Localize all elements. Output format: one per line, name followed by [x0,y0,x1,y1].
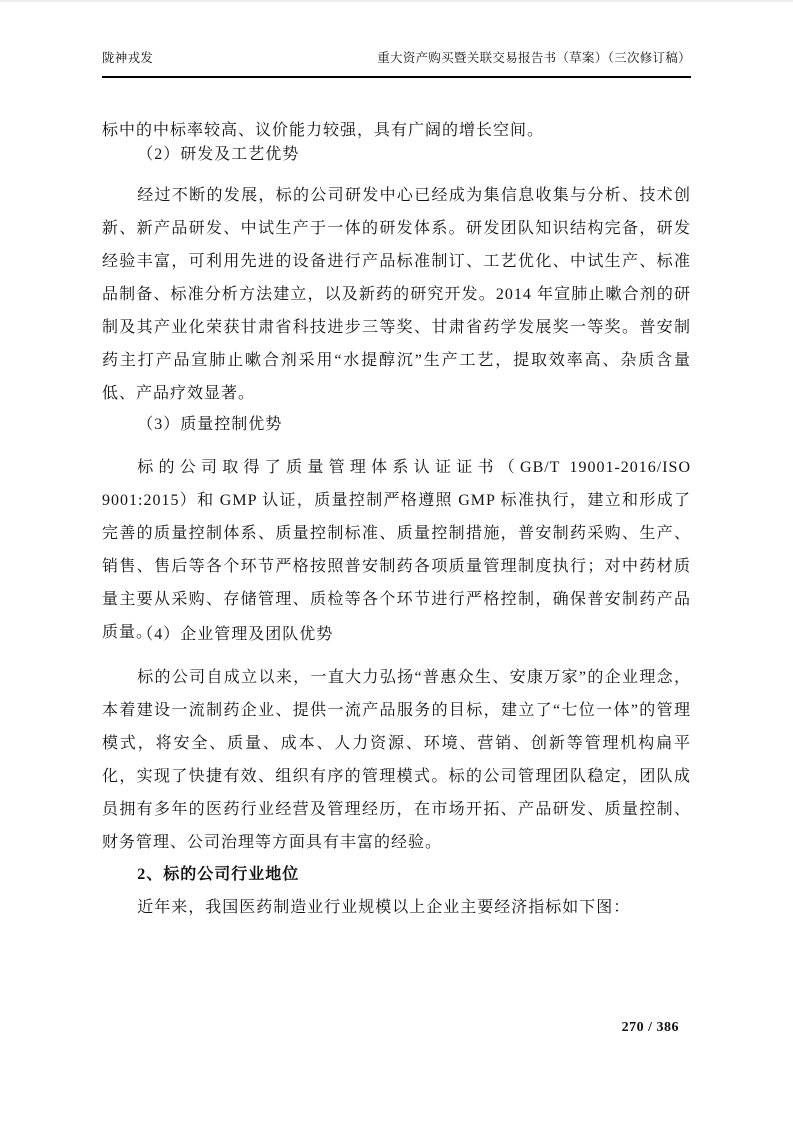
paragraph-quality-control: 标的公司取得了质量管理体系认证证书（GB/T 19001-2016/ISO 9001:2015）和 GMP 认证，质量控制严格遵照 GMP 标准执行，建立和形成了完善的质量控制体系、质量控制标准、质量控制措施，普安制药采购、生产、销售、售后等各个环节严格按照普安制药各项质量管理制度执行；对中药材质量主要从采购、存储管理、质检等各个环节进行严格控制，确保普安制药产品质量。 [102,459,691,641]
section-heading-industry-position: 2、标的公司行业地位 [137,866,300,883]
section-heading-rd-process: （2）研发及工艺优势 [137,146,300,163]
paragraph-management-team: 标的公司自成立以来，一直大力弘扬“普惠众生、安康万家”的企业理念，本着建设一流制药企业、提供一流产品服务的目标，建立了“七位一体”的管理模式，将安全、质量、成本、人力资源、环境、营销、创新等管理机构扁平化，实现了快捷有效、组织有序的管理模式。标的公司管理团队稳定，团队成员拥有多年的医药行业经营及管理经历，在市场开拓、产品研发、质量控制、财务管理、公司治理等方面具有丰富的经验。 [102,669,691,851]
paragraph-continuation: 标中的中标率较高、议价能力较强，具有广阔的增长空间。 [102,122,545,139]
paragraph-industry-intro: 近年来，我国医药制造业行业规模以上企业主要经济指标如下图： [137,899,631,916]
header-left-title: 陇神戎发 [102,51,154,65]
paragraph-rd-process: 经过不断的发展，标的公司研发中心已经成为集信息收集与分析、技术创新、新产品研发、中试生产于一体的研发体系。研发团队知识结构完备，研发经验丰富，可利用先进的设备进行产品标准制订、工艺优化、中试生产、标准品制备、标准分析方法建立，以及新药的研究开发。2014 年宣肺止嗽合剂的研制及其产业化荣获甘肃省科技进步三等奖、甘肃省药学发展奖一等奖。普安制药主打产品宣肺止嗽合剂采用“水提醇沉”生产工艺，提取效率高、杂质含量低、产品疗效显著。 [102,187,691,402]
header-right-title: 重大资产购买暨关联交易报告书（草案）（三次修订稿） [377,51,691,65]
section-heading-quality-control: （3）质量控制优势 [137,416,283,433]
page-header [102,50,691,66]
page-number: 270 / 386 [621,1020,679,1035]
header-rule-divider [102,76,691,78]
section-heading-management-team: （4）企业管理及团队优势 [137,626,334,643]
